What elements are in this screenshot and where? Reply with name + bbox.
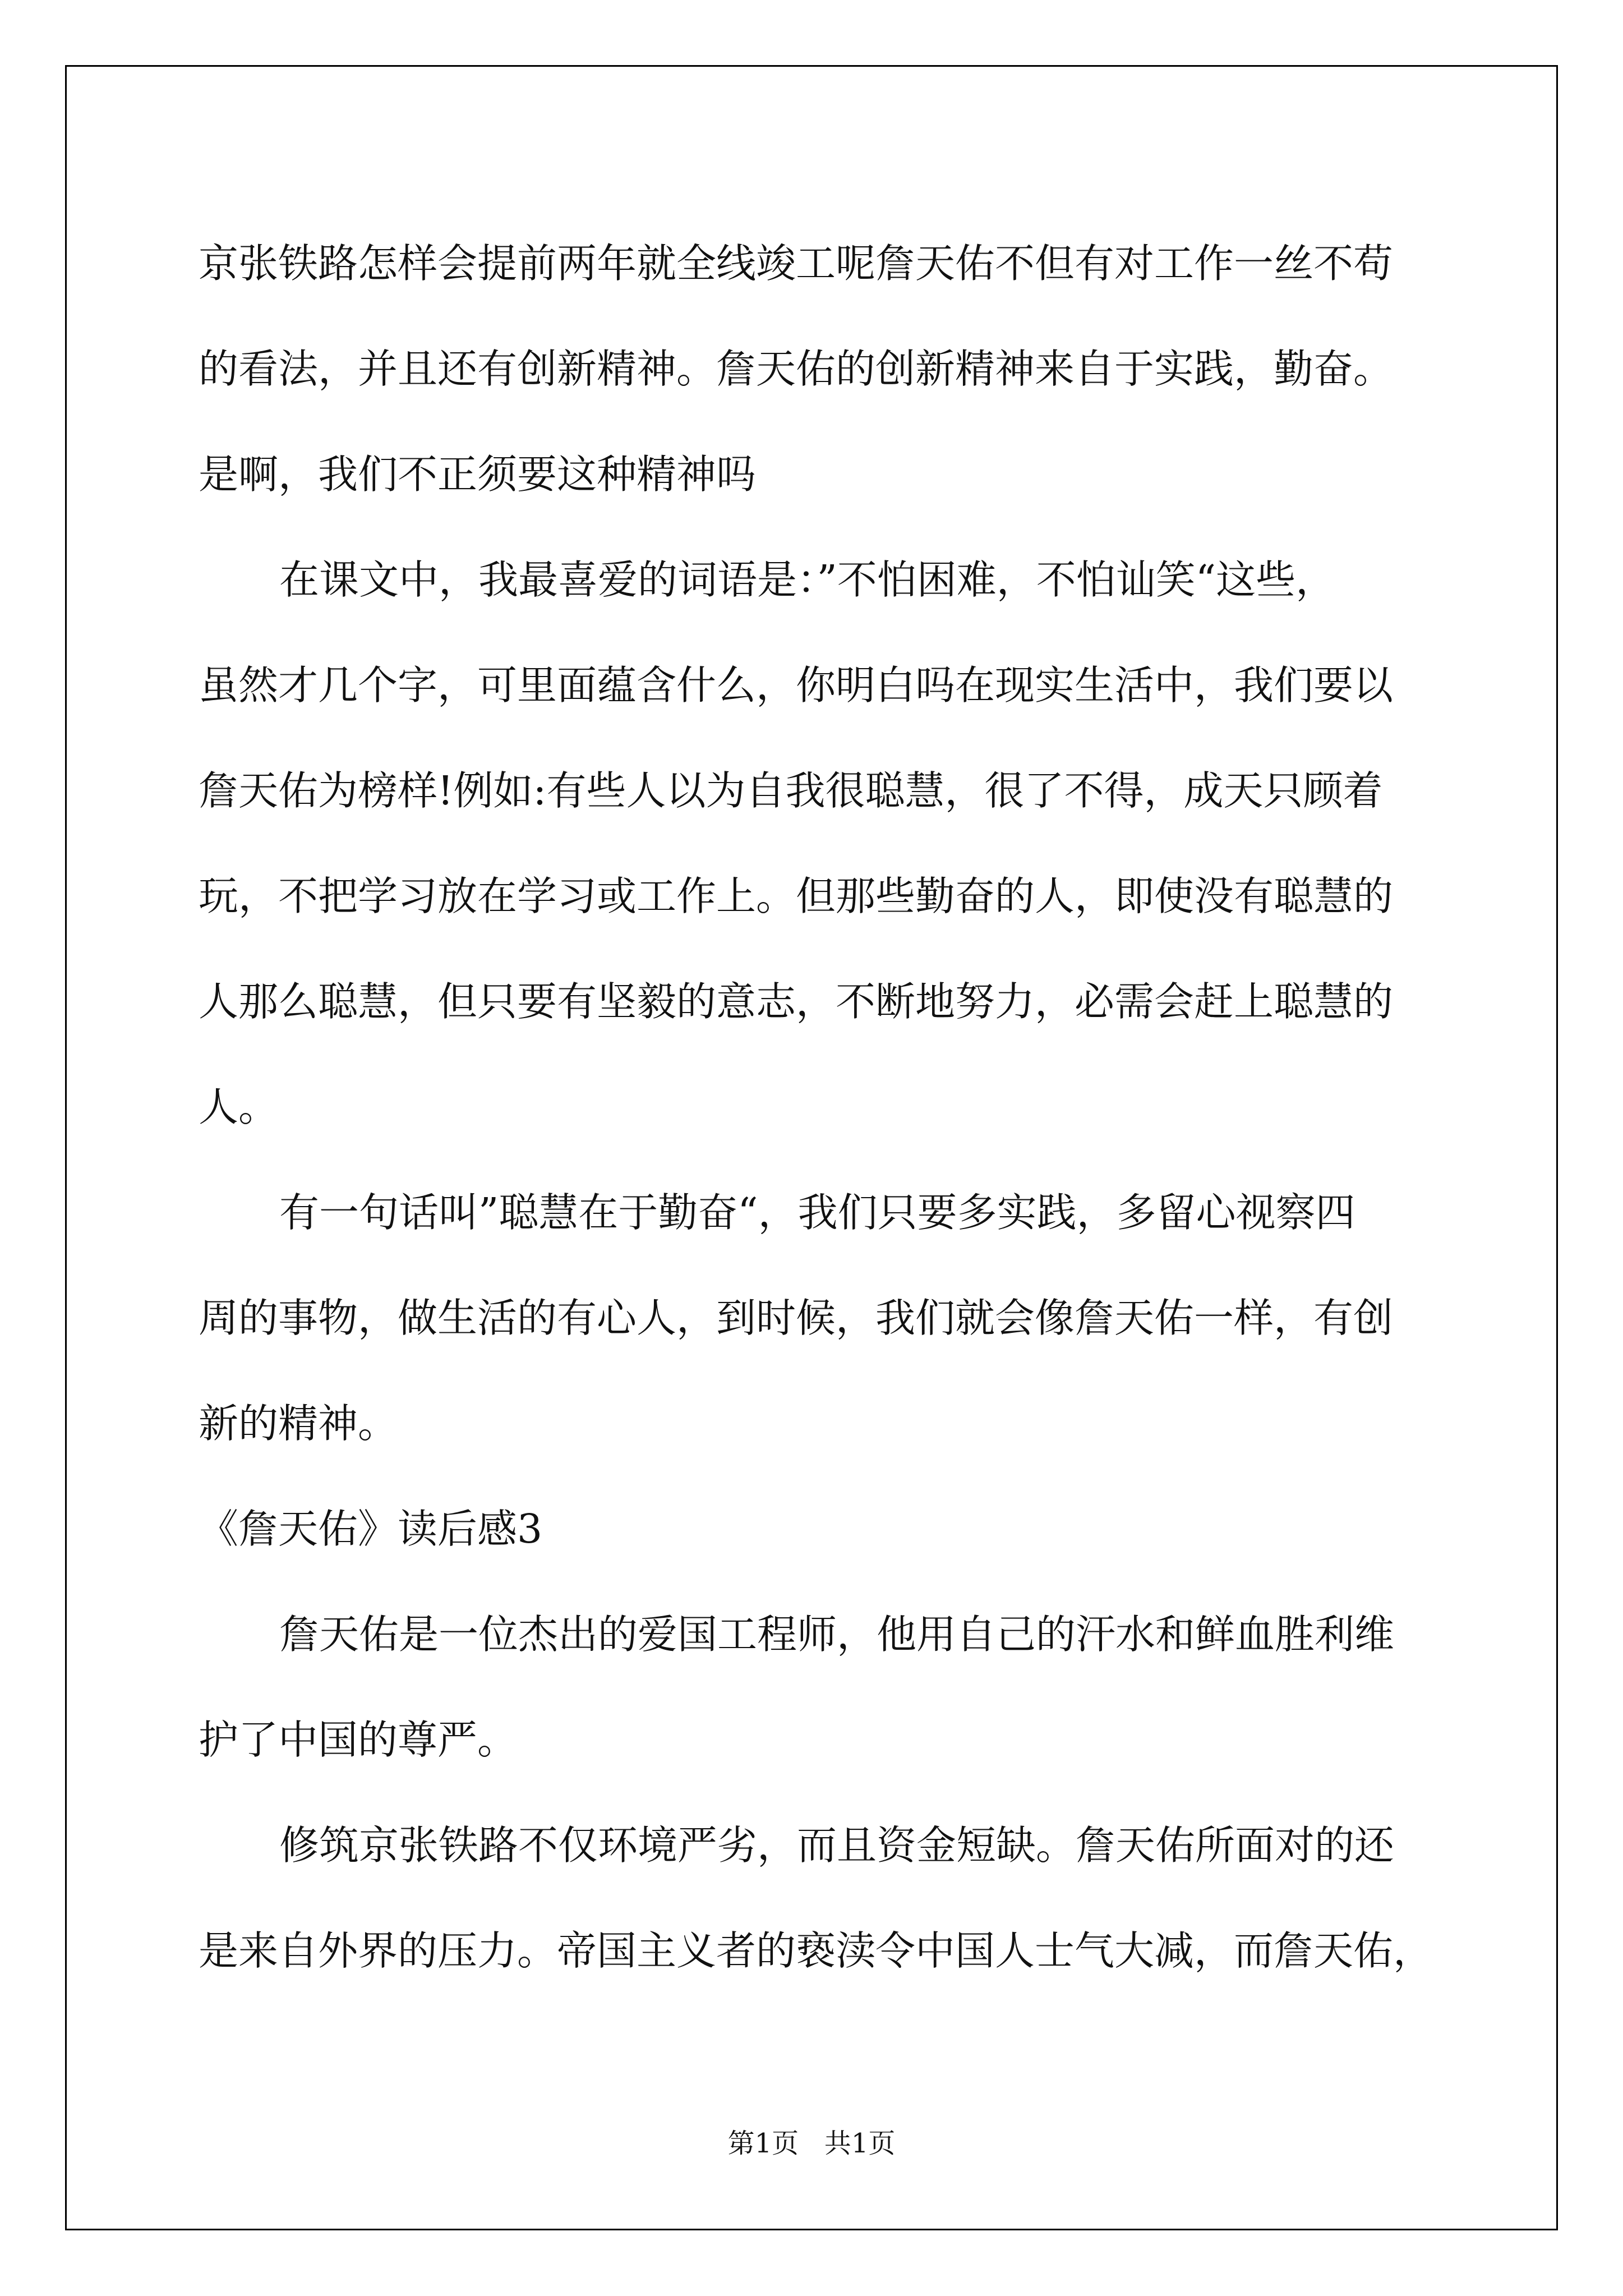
text-line: 在课文中，我最喜爱的词语是：”不怕困难，不怕讪笑“这些， bbox=[279, 556, 1336, 603]
text-line: 人那么聪慧，但只要有坚毅的意志，不断地努力，必需会赶上聪慧的 bbox=[199, 978, 1394, 1025]
text-line: 修筑京张铁路不仅环境严劣，而且资金短缺。詹天佑所面对的还 bbox=[279, 1822, 1395, 1869]
document-body bbox=[199, 211, 1432, 2004]
page-footer bbox=[0, 2122, 1623, 2160]
text-line: 人。 bbox=[199, 1084, 279, 1130]
text-line: 新的精神。 bbox=[199, 1400, 398, 1447]
text-line: 虽然才几个字，可里面蕴含什么，你明白吗在现实生活中，我们要以 bbox=[199, 662, 1394, 708]
text-line: 是啊，我们不正须要这种精神吗 bbox=[199, 451, 757, 498]
text-line: 护了中国的尊严。 bbox=[199, 1717, 518, 1763]
text-line: 的看法，并且还有创新精神。詹天佑的创新精神来自于实践，勤奋。 bbox=[199, 346, 1394, 392]
text-line: 周的事物，做生活的有心人，到时候，我们就会像詹天佑一样，有创 bbox=[199, 1295, 1394, 1341]
page-number-label: 第1页 共1页 bbox=[727, 2128, 896, 2159]
text-line: 詹天佑为榜样!例如:有些人以为自我很聪慧，很了不得，成天只顾着 bbox=[199, 767, 1383, 814]
text-line: 有一句话叫”聪慧在于勤奋“，我们只要多实践，多留心视察四 bbox=[279, 1189, 1355, 1236]
section-heading: 《詹天佑》读后感3 bbox=[199, 1506, 543, 1552]
text-line: 是来自外界的压力。帝国主义者的亵渎令中国人士气大减，而詹天佑， bbox=[199, 1927, 1433, 1974]
text-line: 京张铁路怎样会提前两年就全线竣工呢詹天佑不但有对工作一丝不苟 bbox=[199, 240, 1394, 287]
text-line: 詹天佑是一位杰出的爱国工程师，他用自己的汗水和鲜血胜利维 bbox=[279, 1611, 1395, 1658]
text-line: 玩，不把学习放在学习或工作上。但那些勤奋的人，即使没有聪慧的 bbox=[199, 873, 1394, 919]
